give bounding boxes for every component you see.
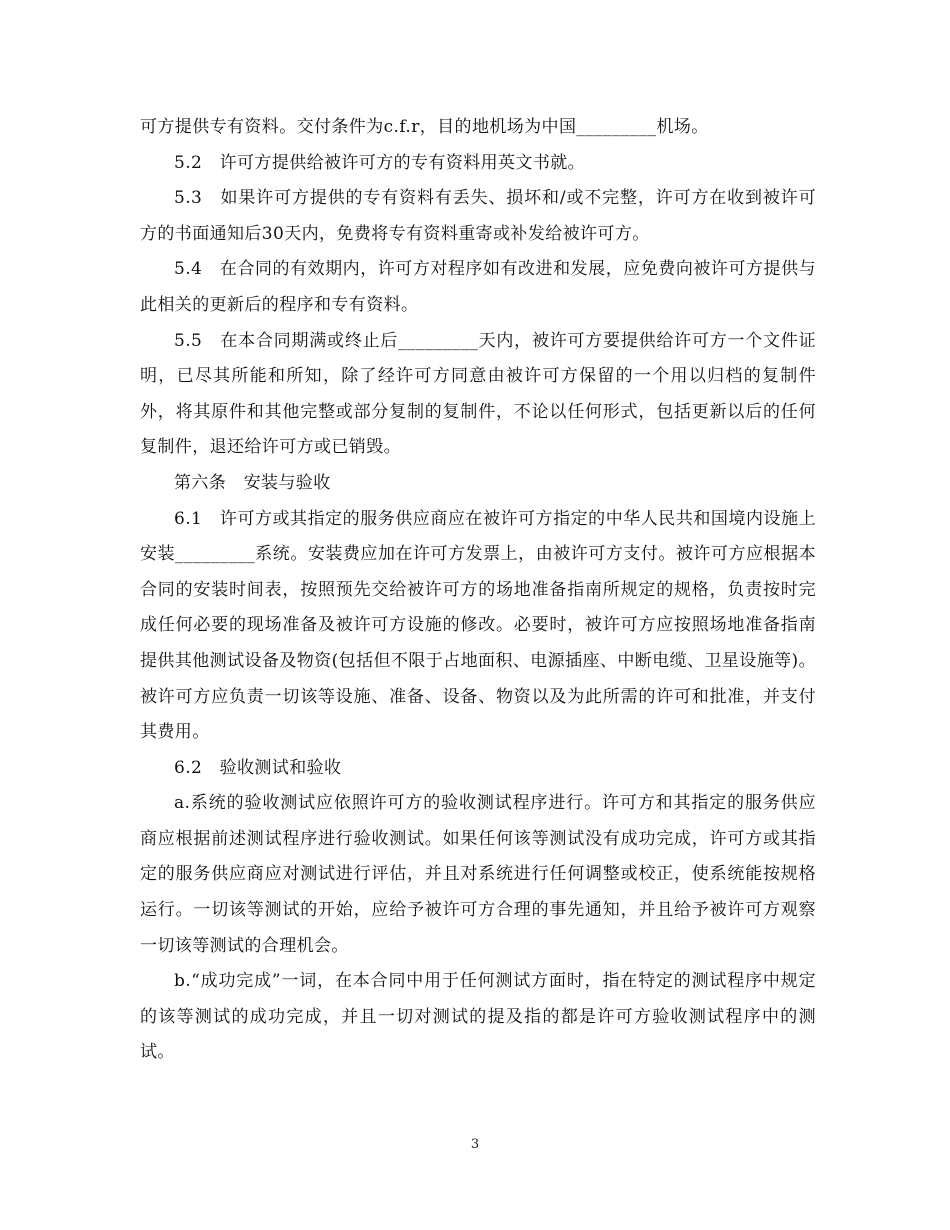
page-number: 3 [470,1137,480,1152]
clause-5-2: 5.2 许可方提供给被许可方的专有资料用英文书就。 [174,152,586,173]
clause-5-4: 5.4 在合同的有效期内，许可方对程序如有改进和发展，应免费向被许可方提供与此相关的更新后的程序和专有资料。 [140,259,816,315]
clause-5-3: 5.3 如果许可方提供的专有资料有丢失、损坏和/或不完整，许可方在收到被许可方的书面通知后30天内，免费将专有资料重寄或补发给被许可方。 [140,188,816,244]
clause-5-5: 5.5 在本合同期满或终止后_________天内，被许可方要提供给许可方一个文件证明，已尽其所能和所知，除了经许可方同意由被许可方保留的一个用以归档的复制件外，将其原件和其他完整或部分复制的复制件，不论以任何形式，包括更新以后的任何复制件，退还给许可方或已销毁。 [140,330,816,458]
clause-6-2-a: a.系统的验收测试应依照许可方的验收测试程序进行。许可方和其指定的服务供应商应根据前述测试程序进行验收测试。如果任何该等测试没有成功完成，许可方或其指定的服务供应商应对测试进行评估，并且对系统进行任何调整或校正，使系统能按规格运行。一切该等测试的开始，应给予被许可方合理的事先通知，并且给予被许可方观察一切该等测试的合理机会。 [140,793,816,956]
document-body [140,110,816,1071]
clause-6-2-heading: 6.2 验收测试和验收 [174,757,342,778]
article-6-heading: 第六条 安装与验收 [174,472,331,493]
clause-6-2-b: b.“成功完成”一词，在本合同中用于任何测试方面时，指在特定的测试程序中规定的该等测试的成功完成，并且一切对测试的提及指的都是许可方验收测试程序中的测试。 [140,971,816,1063]
clause-6-1: 6.1 许可方或其指定的服务供应商应在被许可方指定的中华人民共和国境内设施上安装_________系统。安装费应加在许可方发票上，由被许可方支付。被许可方应根据本合同的安装时间表，按照预先交给被许可方的场地准备指南所规定的规格，负责按时完成任何必要的现场准备及被许可方设施的修改。必要时，被许可方应按照场地准备指南提供其他测试设备及物资(包括但不限于占地面积、电源插座、中断电缆、卫星设施等)。被许可方应负责一切该等设施、准备、设备、物资以及为此所需的许可和批准，并支付其费用。 [140,508,816,743]
paragraph-continuation: 可方提供专有资料。交付条件为c.f.r，目的地机场为中国_________机场。 [140,117,709,137]
